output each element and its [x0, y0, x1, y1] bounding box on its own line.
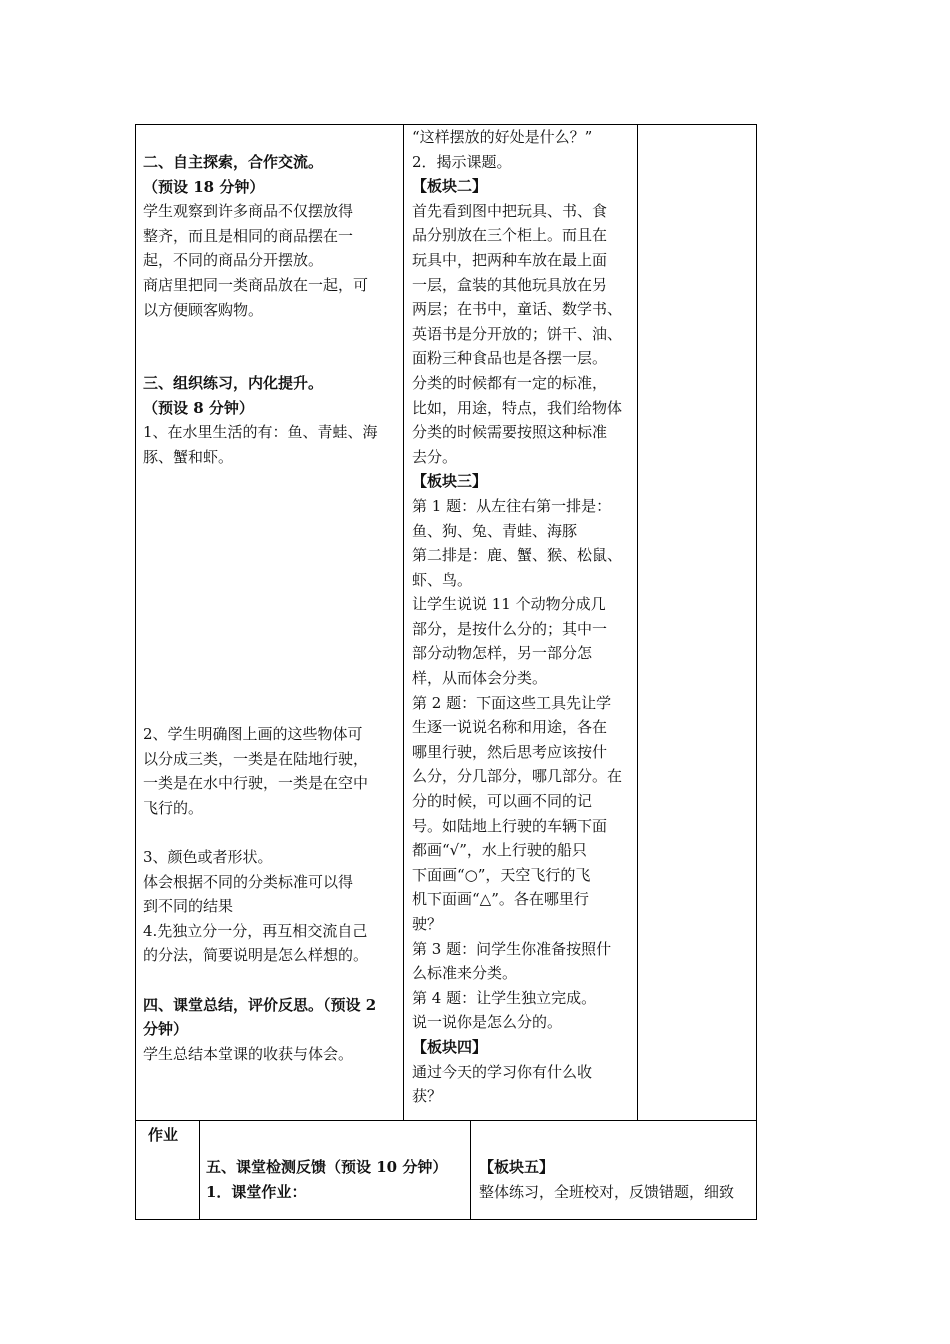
text-line: 整齐，而且是相同的商品摆在一 [143, 226, 354, 245]
row-divider [135, 1120, 757, 1121]
student-activity-cell-2 [143, 722, 401, 1066]
bottom-divider-1 [199, 1120, 200, 1220]
text-line: 分类的时候需要按照这种标准 [412, 423, 608, 442]
block4-title: 【板块四】 [412, 1037, 488, 1056]
text-line: 样，从而体会分类。 [412, 669, 548, 688]
text-line: 分的时候，可以画不同的记 [412, 792, 593, 811]
text-line: 第二排是：鹿、蟹、猴、松鼠、 [412, 546, 623, 565]
text-line: 2、学生明确图上画的这些物体可 [143, 725, 363, 743]
text-line: 起，不同的商品分开摆放。 [143, 251, 324, 270]
text-line: 1、在水里生活的有：鱼、青蛙、海 [143, 423, 378, 442]
text-line: 部分，是按什么分的；其中一 [412, 619, 608, 638]
section2-title: 二、自主探索，合作交流。 [143, 153, 324, 171]
section2-time: （预设 18 分钟） [143, 177, 265, 196]
block5-text: 整体练习，全班校对，反馈错题，细致 [479, 1182, 735, 1201]
text-line: 豚、蟹和虾。 [143, 447, 234, 466]
text-line: 玩具中，把两种车放在最上面 [412, 250, 608, 269]
section3-time: （预设 8 分钟） [143, 398, 254, 417]
text-line: 面粉三种食品也是各摆一层。 [412, 349, 608, 368]
table-border-bottom [135, 1219, 757, 1220]
section4-title: 四、课堂总结，评价反思。（预设 2 [143, 995, 377, 1014]
text-line: 部分动物怎样，另一部分怎 [412, 644, 593, 663]
bottom-divider-2 [470, 1120, 471, 1220]
student-activity-cell [143, 150, 401, 470]
text-line: 鱼、狗、兔、青蛙、海豚 [412, 521, 578, 540]
text-line: 第 1 题：从左往右第一排是： [412, 496, 612, 515]
text-line: 号。如陆地上行驶的车辆下面 [412, 816, 608, 835]
text-line: 驶？ [412, 915, 443, 933]
teacher-guidance-cell [412, 125, 636, 1109]
text-line: 学生观察到许多商品不仅摆放得 [143, 202, 354, 221]
section3-title: 三、组织练习，内化提升。 [143, 374, 324, 393]
text-line: 分类的时候都有一定的标准， [412, 373, 608, 392]
text-line: 的分法，简要说明是怎么样想的。 [143, 946, 369, 965]
text-line: 第 3 题：问学生你准备按照什 [412, 939, 612, 958]
text-line: 哪里行驶，然后思考应该按什 [412, 742, 608, 761]
text-line: 到不同的结果 [143, 897, 234, 916]
block5-title: 【板块五】 [479, 1158, 555, 1176]
text-line: 虾、鸟。 [412, 570, 473, 589]
text-line: 都画“√”，水上行驶的船只 [412, 841, 587, 860]
text-line: 2．揭示课题。 [412, 152, 512, 171]
text-line: 学生总结本堂课的收获与体会。 [143, 1044, 354, 1063]
text-line: 让学生说说 11 个动物分成几 [412, 595, 606, 614]
text-line: 首先看到图中把玩具、书、食 [412, 201, 608, 220]
text-line: 以分成三类，一类是在陆地行驶， [143, 749, 369, 768]
text-line: 第 4 题：让学生独立完成。 [412, 988, 597, 1007]
column-divider-1 [403, 124, 404, 1121]
block5-cell [479, 1155, 755, 1204]
section4-title-cont: 分钟） [143, 1020, 189, 1039]
text-line: 体会根据不同的分类标准可以得 [143, 872, 354, 891]
text-line: 么分，分几部分，哪几部分。在 [412, 767, 623, 786]
text-line: 品分别放在三个柜上。而且在 [412, 226, 608, 245]
text-line: 一类是在水中行驶，一类是在空中 [143, 774, 369, 793]
text-line: 通过今天的学习你有什么收 [412, 1062, 593, 1081]
section5-item: 1．课堂作业： [206, 1182, 307, 1201]
text-line: 飞行的。 [143, 798, 204, 817]
text-line: 生逐一说说名称和用途，各在 [412, 718, 608, 737]
section5-cell [206, 1155, 468, 1204]
text-line: 去分。 [412, 447, 458, 466]
block2-title: 【板块二】 [412, 177, 488, 196]
text-line: “这样摆放的好处是什么？” [412, 128, 593, 146]
text-line: 3、颜色或者形状。 [143, 847, 273, 866]
text-line: 一层，盒装的其他玩具放在另 [412, 275, 608, 294]
text-line: 以方便顾客购物。 [143, 300, 264, 319]
section5-title: 五、课堂检测反馈（预设 10 分钟） [206, 1158, 448, 1176]
homework-label-cell [148, 1123, 196, 1148]
text-line: 比如，用途，特点，我们给物体 [412, 398, 623, 417]
text-line: 商店里把同一类商品放在一起，可 [143, 275, 369, 294]
text-line: 机下面画“△”。各在哪里行 [412, 890, 589, 909]
text-line: 4.先独立分一分，再互相交流自己 [143, 921, 368, 940]
table-border-right [756, 124, 757, 1220]
homework-label: 作业 [148, 1126, 179, 1144]
column-divider-2 [637, 124, 638, 1121]
table-border-left [135, 124, 136, 1220]
block3-title: 【板块三】 [412, 472, 488, 491]
text-line: 第 2 题：下面这些工具先让学 [412, 693, 612, 712]
text-line: 么标准来分类。 [412, 964, 518, 983]
text-line: 两层；在书中，童话、数学书、 [412, 300, 623, 319]
text-line: 获？ [412, 1087, 443, 1106]
text-line: 英语书是分开放的；饼干、油、 [412, 324, 623, 343]
text-line: 说一说你是怎么分的。 [412, 1013, 563, 1032]
text-line: 下面画“○”，天空飞行的飞 [412, 865, 591, 884]
